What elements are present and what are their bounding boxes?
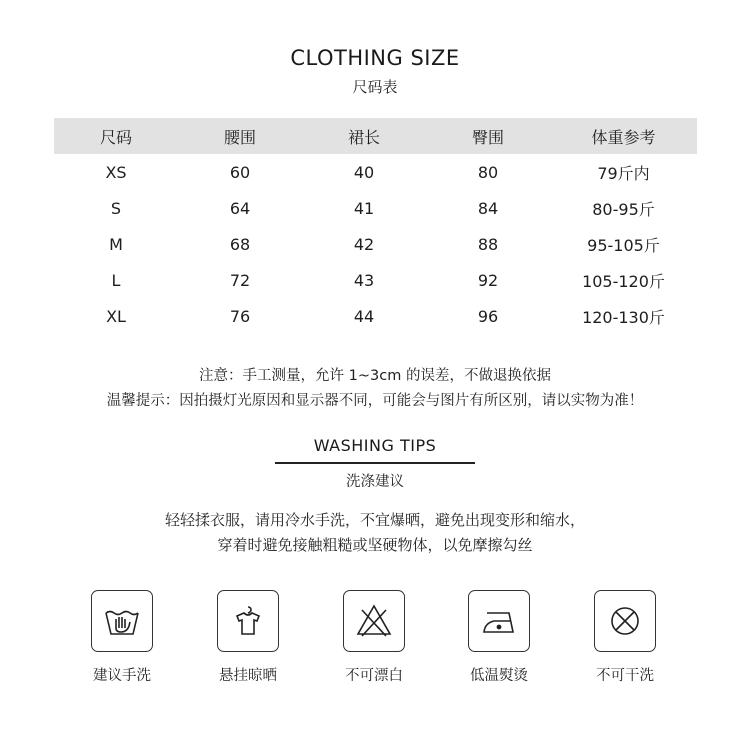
size-table — [54, 118, 697, 334]
table-row — [54, 154, 697, 190]
table-cell: 79斤内 — [597, 163, 650, 183]
table-cell: 95-105斤 — [587, 235, 660, 255]
table-row — [54, 298, 697, 334]
table-cell: XS — [105, 162, 127, 182]
care-label: 建议手洗 — [93, 668, 151, 684]
page-subtitle: 尺码表 — [352, 78, 398, 96]
column-header: 裙长 — [347, 127, 380, 147]
divider — [275, 462, 475, 464]
washing-title: WASHING TIPS — [313, 436, 437, 455]
table-row — [54, 226, 697, 262]
care-instructions-line: 穿着时避免接触粗糙或坚硬物体，以免摩擦勾丝 — [217, 536, 533, 554]
table-cell: 84 — [477, 198, 499, 218]
table-cell: S — [110, 198, 122, 218]
table-row — [54, 190, 697, 226]
care-label: 不可干洗 — [596, 668, 654, 684]
washing-subtitle: 洗涤建议 — [346, 474, 404, 490]
table-cell: 88 — [477, 234, 499, 254]
page-title: CLOTHING SIZE — [290, 46, 460, 70]
no-bleach-icon — [343, 590, 405, 652]
care-label: 低温熨烫 — [470, 668, 528, 684]
table-cell: 96 — [477, 306, 499, 326]
care-label: 悬挂晾晒 — [219, 668, 277, 684]
hang-dry-icon — [217, 590, 279, 652]
table-header-row — [54, 118, 697, 154]
table-cell: XL — [106, 306, 126, 326]
table-cell: 44 — [353, 306, 375, 326]
column-header: 体重参考 — [591, 127, 656, 147]
low-iron-icon — [468, 590, 530, 652]
table-cell: 42 — [353, 234, 375, 254]
column-header: 腰围 — [223, 127, 256, 147]
table-cell: 68 — [229, 234, 251, 254]
table-cell: 80-95斤 — [592, 199, 655, 219]
column-header: 臀围 — [471, 127, 504, 147]
table-cell: 80 — [477, 162, 499, 182]
table-row — [54, 262, 697, 298]
table-cell: 40 — [353, 162, 375, 182]
table-cell: 41 — [353, 198, 375, 218]
care-label: 不可漂白 — [345, 668, 403, 684]
table-cell: 105-120斤 — [582, 271, 665, 291]
table-cell: L — [111, 270, 121, 290]
hand-wash-icon — [91, 590, 153, 652]
table-cell: 92 — [477, 270, 499, 290]
table-cell: 60 — [229, 162, 251, 182]
care-instructions-line: 轻轻揉衣服，请用冷水手洗，不宜爆晒，避免出现变形和缩水， — [164, 511, 585, 529]
table-cell: 43 — [353, 270, 375, 290]
column-header: 尺码 — [99, 127, 132, 147]
no-dry-clean-icon — [594, 590, 656, 652]
table-cell: M — [109, 234, 123, 254]
display-note: 温馨提示：因拍摄灯光原因和显示器不同，可能会与图片有所区别，请以实物为准！ — [106, 393, 644, 409]
table-cell: 76 — [229, 306, 251, 326]
table-cell: 72 — [229, 270, 251, 290]
table-cell: 120-130斤 — [582, 307, 665, 327]
measurement-note: 注意：手工测量，允许 1~3cm 的误差，不做退换依据 — [199, 368, 551, 384]
table-cell: 64 — [229, 198, 251, 218]
